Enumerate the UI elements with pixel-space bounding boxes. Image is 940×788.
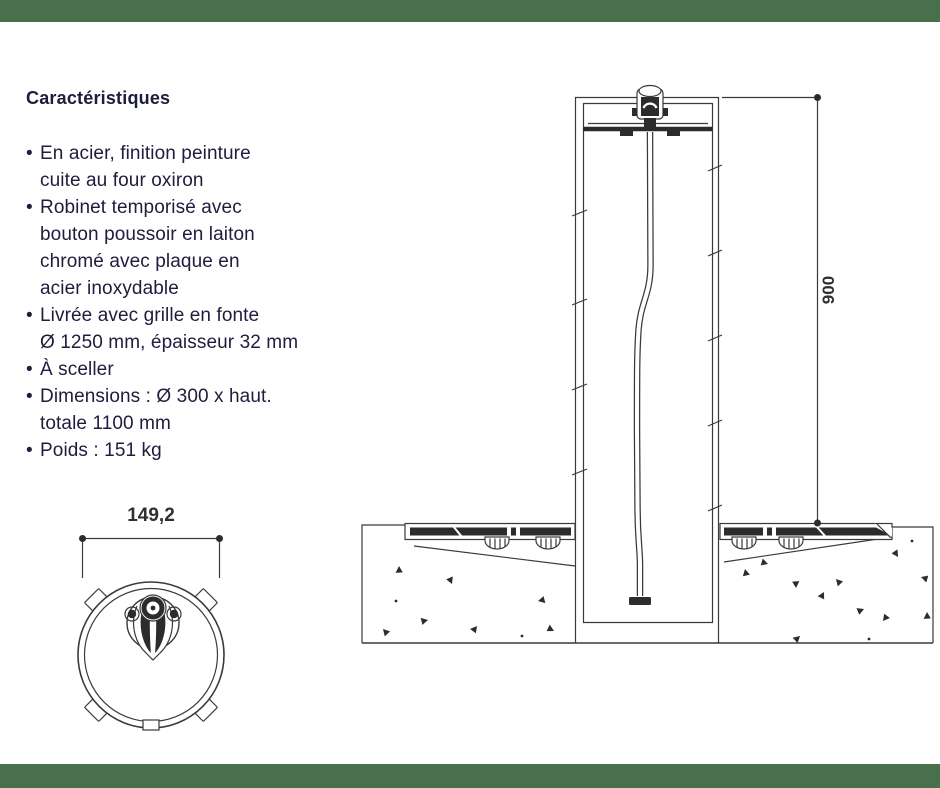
feature-line: Ø 1250 mm, épaisseur 32 mm	[40, 332, 299, 353]
feature-line: bouton poussoir en laiton	[40, 224, 255, 245]
feature-line: • Dimensions : Ø 300 x haut.	[26, 383, 396, 410]
width-dimension-label: 149,2	[127, 505, 175, 526]
feature-line: cuite au four oxiron	[40, 170, 204, 191]
tap-assembly	[632, 86, 668, 130]
height-dimension	[722, 94, 838, 527]
section-title: Caractéristiques	[26, 88, 171, 108]
feature-line: • En acier, finition peinture	[26, 140, 396, 167]
feature-line: • Robinet temporisé avec	[26, 194, 396, 221]
ground-grille-right	[720, 524, 892, 550]
feature-line: • À sceller	[26, 356, 396, 383]
ground-grille-left	[405, 524, 575, 550]
bullet-marker: •	[26, 305, 33, 326]
width-dimension	[79, 505, 223, 578]
bullet-marker: •	[26, 359, 33, 380]
feature-line: • Livrée avec grille en fonte	[26, 302, 396, 329]
height-dimension-label: 900	[819, 275, 838, 305]
rim-notch	[143, 720, 159, 730]
top-view-drawing	[78, 505, 224, 730]
side-view-drawing	[362, 86, 933, 644]
bullet-marker: •	[26, 440, 33, 461]
bullet-marker: •	[26, 143, 33, 164]
feature-line: • Poids : 151 kg	[26, 437, 396, 464]
feature-line: acier inoxydable	[40, 278, 179, 299]
bullet-marker: •	[26, 386, 33, 407]
hose-foot	[629, 597, 651, 605]
bullet-marker: •	[26, 197, 33, 218]
feature-line: chromé avec plaque en	[40, 251, 240, 272]
feature-line: totale 1100 mm	[40, 413, 171, 434]
flexible-hose	[629, 132, 651, 605]
